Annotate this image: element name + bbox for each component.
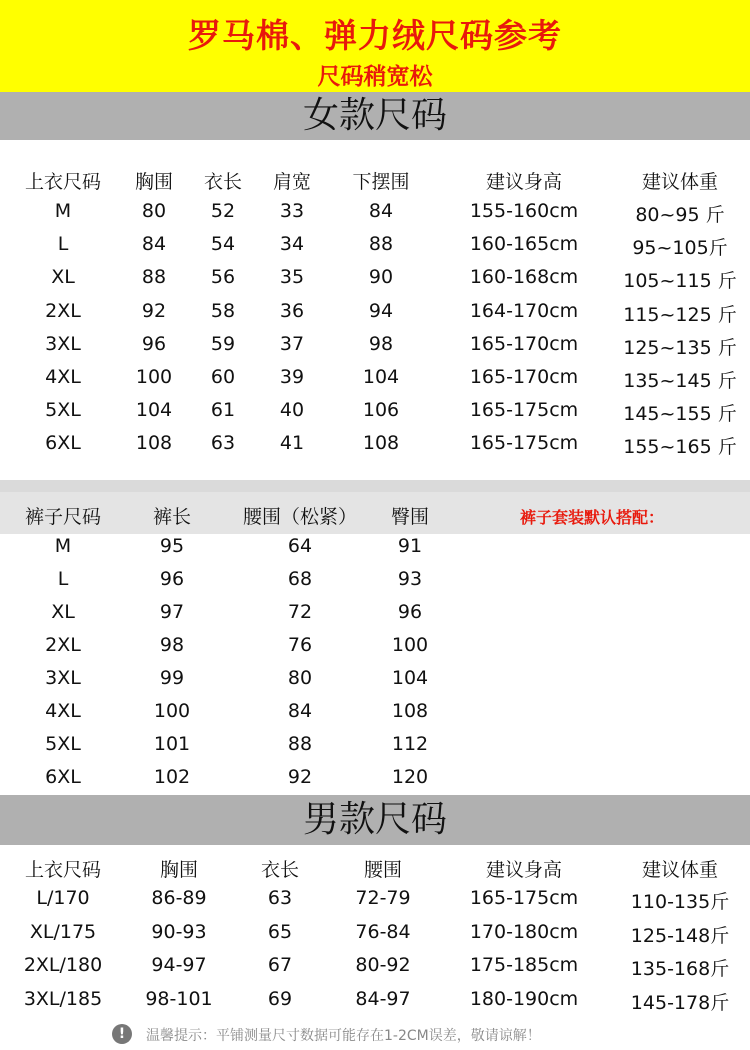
men-top-row-cell: 175-185cm: [469, 954, 579, 976]
women-top-row-cell: 41: [279, 432, 305, 455]
women-pants-row-cell: 97: [159, 601, 185, 623]
men-section-title: 男款尺码: [0, 795, 750, 845]
men-top-row-cell: 94-97: [151, 954, 207, 976]
women-pants-row-cell: 112: [391, 733, 429, 755]
men-top-row-cell: XL/175: [29, 920, 97, 943]
women-pants-row-cell: 80: [287, 667, 313, 689]
women-pants-row-cell: XL: [51, 601, 75, 623]
women-top-row-cell: 135~145 斤: [623, 370, 737, 392]
column-header: 裤长: [152, 506, 192, 528]
column-header: 腰围: [363, 859, 403, 881]
women-top-row-cell: 104: [135, 399, 173, 422]
women-pants-row-cell: 120: [391, 766, 429, 788]
women-pants-row-cell: 99: [159, 667, 185, 689]
column-header: 建议身高: [485, 859, 563, 881]
women-pants-row-cell: 104: [391, 667, 429, 689]
women-pants-row-cell: 72: [287, 601, 313, 623]
title-banner: [0, 0, 750, 92]
women-top-row-cell: 160-168cm: [469, 266, 579, 289]
column-header: 衣长: [260, 859, 300, 881]
women-pants-row-cell: 100: [391, 634, 429, 656]
women-top-row-cell: 59: [210, 332, 236, 355]
women-top-row-cell: M: [54, 200, 72, 222]
women-pants-row-cell: 91: [397, 535, 423, 557]
women-pants-row-cell: 4XL: [45, 700, 81, 722]
women-pants-row-cell: 76: [287, 634, 313, 656]
pants-note: 裤子套装默认搭配：: [520, 508, 665, 527]
women-top-row-cell: 165-170cm: [469, 332, 579, 355]
men-top-row-cell: 180-190cm: [469, 987, 579, 1010]
women-top-row-cell: 54: [210, 233, 236, 256]
women-top-row-cell: 165-170cm: [469, 366, 579, 388]
women-pants-row-cell: 88: [287, 733, 313, 755]
men-top-row-cell: 65: [267, 920, 293, 943]
women-top-row-cell: 84: [141, 233, 167, 256]
women-top-row-cell: 95~105斤: [632, 237, 728, 260]
women-pants-row-cell: 5XL: [45, 733, 81, 755]
women-top-row-cell: 52: [210, 200, 236, 222]
women-top-row-cell: 125~135 斤: [623, 336, 737, 359]
women-pants-row-cell: 3XL: [45, 667, 81, 689]
women-top-row-cell: 100: [135, 366, 173, 388]
men-top-row-cell: 165-175cm: [469, 887, 579, 909]
women-top-row-cell: 164-170cm: [469, 299, 579, 322]
column-header: 胸围: [159, 859, 199, 881]
women-top-row-cell: 56: [210, 266, 236, 289]
women-top-row-cell: 33: [279, 200, 305, 222]
women-top-row-cell: 105~115 斤: [623, 270, 737, 293]
men-top-row-cell: 110-135斤: [630, 891, 730, 913]
women-pants-row-cell: 64: [287, 535, 313, 557]
women-pants-row-cell: 68: [287, 568, 313, 590]
women-pants-row-cell: 92: [287, 766, 313, 788]
women-top-row-cell: 4XL: [45, 366, 81, 388]
women-top-row-cell: 94: [368, 299, 394, 322]
column-header: 建议身高: [485, 171, 563, 193]
men-top-row-cell: 84-97: [355, 987, 411, 1010]
column-header: 腰围（松紧）: [242, 506, 358, 528]
women-top-row-cell: 2XL: [45, 299, 81, 322]
women-top-row-cell: 34: [279, 233, 305, 256]
column-header: 上衣尺码: [24, 859, 102, 881]
column-header: 下摆围: [352, 171, 410, 193]
men-top-row-cell: L/170: [36, 887, 90, 909]
men-top-row-cell: 90-93: [151, 920, 207, 943]
women-pants-row-cell: 2XL: [45, 634, 81, 656]
women-pants-row-cell: 93: [397, 568, 423, 590]
women-top-row-cell: 6XL: [45, 432, 81, 455]
women-top-row-cell: 155-160cm: [469, 200, 579, 222]
women-top-row-cell: 96: [141, 332, 167, 355]
women-pants-row-cell: 84: [287, 700, 313, 722]
column-header: 上衣尺码: [24, 171, 102, 193]
column-header: 建议体重: [641, 859, 719, 881]
women-top-row-cell: 160-165cm: [469, 233, 579, 256]
men-top-row-cell: 170-180cm: [469, 920, 579, 943]
page-subtitle: 尺码稍宽松: [317, 64, 433, 90]
women-top-row-cell: 104: [362, 366, 400, 388]
column-header: 臀围: [390, 506, 430, 528]
divider: [0, 480, 750, 492]
exclamation-icon: !: [112, 1024, 132, 1044]
women-top-row-cell: 165-175cm: [469, 399, 579, 422]
women-pants-row-cell: 96: [397, 601, 423, 623]
women-top-row-cell: 5XL: [45, 399, 81, 422]
men-top-row-cell: 80-92: [355, 954, 411, 976]
women-top-row-cell: 90: [368, 266, 394, 289]
women-top-row-cell: 98: [368, 332, 394, 355]
women-top-row-cell: XL: [51, 266, 75, 289]
women-top-row-cell: 35: [279, 266, 305, 289]
women-top-row-cell: 88: [368, 233, 394, 256]
women-top-row-cell: L: [57, 233, 69, 256]
women-top-row-cell: 80: [141, 200, 167, 222]
women-pants-row-cell: 101: [153, 733, 191, 755]
column-header: 肩宽: [272, 171, 312, 193]
women-pants-row-cell: 95: [159, 535, 185, 557]
women-top-row-cell: 155~165 斤: [623, 436, 737, 459]
women-pants-row-cell: 6XL: [45, 766, 81, 788]
men-top-row-cell: 86-89: [151, 887, 207, 909]
women-pants-row-cell: 102: [153, 766, 191, 788]
men-top-row-cell: 135-168斤: [630, 958, 730, 980]
women-top-row-cell: 108: [135, 432, 173, 455]
women-pants-row-cell: 96: [159, 568, 185, 590]
men-top-row-cell: 3XL/185: [23, 987, 103, 1010]
women-top-row-cell: 108: [362, 432, 400, 455]
column-header: 裤子尺码: [24, 506, 102, 528]
women-top-row-cell: 115~125 斤: [623, 303, 737, 326]
women-top-row-cell: 37: [279, 332, 305, 355]
column-header: 胸围: [134, 171, 174, 193]
footer-tip: 温馨提示：平铺测量尺寸数据可能存在1-2CM误差，敬请谅解！: [146, 1028, 541, 1044]
women-pants-row-cell: 98: [159, 634, 185, 656]
women-top-row-cell: 84: [368, 200, 394, 222]
men-top-row-cell: 72-79: [355, 887, 411, 909]
page-title: 罗马棉、弹力绒尺码参考: [188, 16, 562, 55]
men-top-row-cell: 2XL/180: [23, 954, 103, 976]
women-pants-row-cell: L: [57, 568, 69, 590]
men-top-row-cell: 63: [267, 887, 293, 909]
women-top-row-cell: 88: [141, 266, 167, 289]
men-top-row-cell: 69: [267, 987, 293, 1010]
women-top-row-cell: 80~95 斤: [635, 204, 725, 226]
men-top-row-cell: 145-178斤: [630, 991, 730, 1014]
women-top-row-cell: 36: [279, 299, 305, 322]
women-top-row-cell: 165-175cm: [469, 432, 579, 455]
women-top-row-cell: 61: [210, 399, 236, 422]
women-section-title: 女款尺码: [0, 92, 750, 140]
women-pants-row-cell: 100: [153, 700, 191, 722]
men-top-row-cell: 67: [267, 954, 293, 976]
women-pants-row-cell: 108: [391, 700, 429, 722]
women-top-row-cell: 3XL: [45, 332, 81, 355]
women-top-row-cell: 58: [210, 299, 236, 322]
women-top-row-cell: 60: [210, 366, 236, 388]
men-top-row-cell: 98-101: [145, 987, 213, 1010]
women-top-row-cell: 92: [141, 299, 167, 322]
women-top-row-cell: 63: [210, 432, 236, 455]
women-top-row-cell: 40: [279, 399, 305, 422]
men-top-row-cell: 76-84: [355, 920, 411, 943]
women-top-row-cell: 39: [279, 366, 305, 388]
men-top-row-cell: 125-148斤: [630, 924, 730, 947]
women-top-row-cell: 106: [362, 399, 400, 422]
column-header: 衣长: [203, 171, 243, 193]
column-header: 建议体重: [641, 171, 719, 193]
women-top-row-cell: 145~155 斤: [623, 403, 737, 426]
women-pants-row-cell: M: [54, 535, 72, 557]
